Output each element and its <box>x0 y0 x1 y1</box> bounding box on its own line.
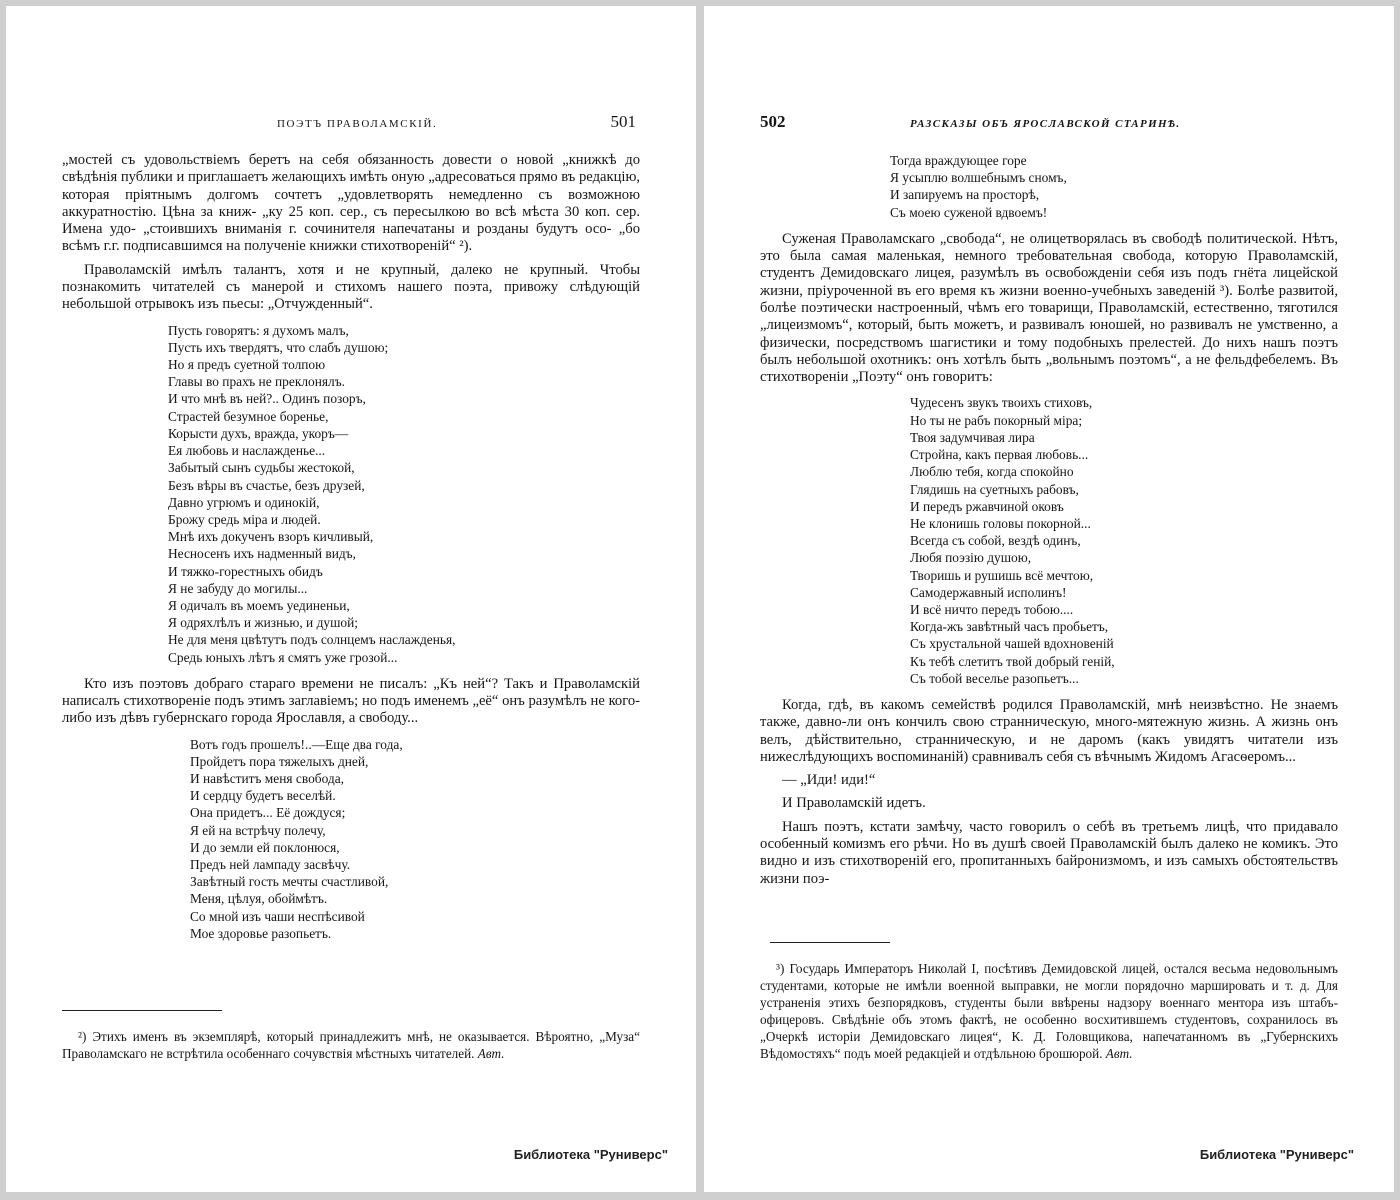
left-page <box>6 6 696 1192</box>
library-watermark: Библиотека "Руниверс" <box>1199 1147 1354 1162</box>
verse-line: Я усыплю волшебнымъ сномъ, <box>890 170 1067 186</box>
verse-line: Несносенъ ихъ надменный видъ, <box>168 546 356 562</box>
footnote-text: ³) Государь Императоръ Николай I, посѣтивъ Демидовской лицей, остался весьма недовольнымъ студентами, которые не имѣли военной выправки, не могли порядочно маршировать и т. д. Для устраненія этихъ безпорядковъ, студенты были ввѣрены надзору военнаго ментора изъ штабъ-офицеровъ. Свѣдѣніе объ этомъ фактѣ, не особенно восхитившемъ студентовъ, сохранилось въ „Очеркѣ исторіи Демидовскаго лицея“, К. Д. Головщикова, напечатанномъ въ „Губернскихъ Вѣдомостяхъ“ подъ моей редакціей и отдѣльною брошюрой. <box>760 961 1338 1061</box>
page-body <box>62 152 640 952</box>
paragraph: — „Иди! иди!“ <box>782 772 876 789</box>
poem-poetu <box>760 394 1338 686</box>
verse-line: Со мной изъ чаши неспѣсивой <box>190 908 365 924</box>
verse-line: Тогда враждующее горе <box>890 153 1027 168</box>
verse-line: Средь юныхъ лѣтъ я смятъ уже грозой... <box>168 649 398 665</box>
library-watermark: Библиотека "Руниверс" <box>513 1147 668 1162</box>
verse-line: Всегда съ собой, вездѣ одинъ, <box>910 533 1081 549</box>
verse-line: Забытый сынъ судьбы жестокой, <box>168 460 355 476</box>
verse-line: Я одряхлѣлъ и жизнью, и душой; <box>168 615 358 631</box>
verse-line: Къ тебѣ слетитъ твой добрый геній, <box>910 653 1115 669</box>
paragraph: Когда, гдѣ, въ какомъ семействѣ родился Праволамскій, мнѣ неизвѣстно. Не знаемъ также, давно-ли онъ кончилъ свою странническую, много-мятежную жизнь. А жизнь онъ велъ, дѣйствительно, странническую, и не даромъ (какъ увидятъ читатели изъ нижеслѣдующихъ воспоминаній) сравнивалъ себя съ вѣчнымъ Жидомъ Агасѳеромъ... <box>760 696 1338 765</box>
verse-line: Глядишь на суетныхъ рабовъ, <box>910 481 1079 497</box>
page-number: 501 <box>610 112 636 131</box>
verse-line: Ея любовь и наслажденье... <box>168 443 326 459</box>
verse-line: И тяжко-горестныхъ обидъ <box>168 563 323 579</box>
verse-line: Главы во прахъ не преклонялъ. <box>168 374 345 390</box>
quote-paragraph: „мостей съ удовольствіемъ беретъ на себя обязанность довести о новой „книжкѣ до свѣдѣнія публики и приглашаетъ желающихъ имѣть оную „адресоваться прямо въ редакцію, которая пріятнымъ долгомъ сочтетъ „удовлетворять немедленно съ возможною аккуратностію. Цѣна за книж- „ку 25 коп. сер., съ пересылкою во всѣ мѣста 30 коп. сер. Имена удо- „стоившихъ вниманія г. сочинителя напечатаны и розданы будутъ осо- „бо всѣмъ г.г. подписавшимся на полученіе книжки стихотвореній“ ²). <box>62 152 640 255</box>
verse-line: Меня, цѣлуя, обоймѣтъ. <box>190 891 328 907</box>
page-number: 502 <box>760 112 786 131</box>
page-header <box>62 112 640 136</box>
paragraph: И Праволамскій идетъ. <box>782 795 926 812</box>
verse-line: И до земли ей поклонюся, <box>190 839 340 855</box>
paragraph: Праволамскій имѣлъ талантъ, хотя и не крупный, далеко не крупный. Чтобы познакомить читателей съ манерой и стихомъ нашего поэта, привожу слѣдующій небольшой отрывокъ изъ пьесы: „Отчужденный“. <box>62 261 640 313</box>
verse-line: Мнѣ ихъ докученъ взоръ кичливый, <box>168 529 374 545</box>
verse-line: И всё ничто передъ тобою.... <box>910 601 1074 617</box>
verse-line: Любя поэзію душою, <box>910 550 1032 566</box>
paragraph: Суженая Праволамскаго „свобода“, не олицетворялась въ свободѣ политической. Нѣтъ, это была самая маленькая, немного требовательная свобода, которую Праволамскій, студентъ Демидовскаго лицея, разумѣлъ въ освобожденіи себя изъ подъ гнёта лицейской жизни, пріуроченной въ его время къ жизни военно-учебныхъ заведеній ³). Болѣе развитой, болѣе поэтически настроенный, чѣмъ его товарищи, Праволамскій, естественно, тяготился „лицеизмомъ“, который, быть можетъ, и развивалъ юношей, но развивалъ не умственно, а физически, посредствомъ шагистики и тому подобныхъ прелестей. До нихъ нашъ поэтъ былъ небольшой охотникъ: онъ хотѣлъ быть „вольнымъ поэтомъ“, а не фельдфебелемъ. Въ стихотвореніи „Поэту“ онъ говоритъ: <box>760 230 1338 386</box>
page-body <box>760 152 1338 894</box>
poem-otchuzhdenny <box>62 322 640 666</box>
verse-line: И что мнѣ въ ней?.. Одинъ позоръ, <box>168 391 366 407</box>
verse-line: Но ты не рабъ покорный міра; <box>910 412 1083 428</box>
verse-line: Пройдетъ пора тяжелыхъ дней, <box>190 753 369 769</box>
verse-line: Люблю тебя, когда спокойно <box>910 464 1074 480</box>
verse-line: Я ей на встрѣчу полечу, <box>190 822 326 838</box>
running-head: РАЗСКАЗЫ ОБЪ ЯРОСЛАВСКОЙ СТАРИНѢ. <box>910 118 1181 130</box>
verse-line: Я не забуду до могилы... <box>168 580 308 596</box>
verse-line: И запируемъ на просторѣ, <box>890 187 1040 203</box>
verse-line: И сердцу будетъ веселѣй. <box>190 788 336 804</box>
verse-line: Завѣтный гость мечты счастливой, <box>190 874 389 890</box>
verse-line: Страстей безумное боренье, <box>168 408 329 424</box>
verse-line: Предъ ней лампаду засвѣчу. <box>190 857 351 873</box>
paragraph: Нашъ поэтъ, кстати замѣчу, часто говорилъ о себѣ въ третьемъ лицѣ, что придавало особенный комизмъ его рѣчи. Но въ душѣ своей Праволамскій былъ далеко не комикъ. Это видно и изъ стихотвореній его, пропитанныхъ байронизмомъ, и изъ самыхъ обстоятельствъ жизни поэ- <box>760 818 1338 887</box>
verse-line: Творишь и рушишь всё мечтою, <box>910 567 1094 583</box>
verse-line: Самодержавный исполинъ! <box>910 584 1067 600</box>
verse-line: Чудесенъ звукъ твоихъ стиховъ, <box>910 395 1093 411</box>
verse-line: Вотъ годъ прошелъ!..—Еще два года, <box>190 736 403 752</box>
footnote-text: ²) Этихъ именъ въ экземплярѣ, который принадлежитъ мнѣ, не оказывается. Вѣроятно, „Муза“ Праволамскаго не встрѣтила особеннаго сочувствія мѣстныхъ читателей. <box>62 1029 640 1061</box>
verse-line: Пусть ихъ твердятъ, что слабъ душою; <box>168 339 389 355</box>
page-header <box>760 112 1338 136</box>
verse-line: Съ моею суженой вдвоемъ! <box>890 204 1048 220</box>
footnote <box>62 1028 640 1062</box>
footnote-divider <box>62 1010 222 1011</box>
right-page <box>704 6 1394 1192</box>
footnote-signature: Авт. <box>477 1046 505 1061</box>
verse-line: И передъ ржавчиной оковъ <box>910 498 1064 514</box>
verse-line: Когда-жъ завѣтный часъ пробьетъ, <box>910 619 1109 635</box>
verse-line: Съ тобой веселье разопьетъ... <box>910 670 1079 686</box>
footnote-divider <box>770 942 890 943</box>
verse-line: Давно угрюмъ и одинокій, <box>168 494 320 510</box>
verse-line: Безъ вѣры въ счастье, безъ друзей, <box>168 477 365 493</box>
footnote <box>760 960 1338 1062</box>
verse-line: Корысти духъ, вражда, укоръ— <box>168 425 349 441</box>
paragraph: Кто изъ поэтовъ добраго стараго времени не писалъ: „Къ ней“? Такъ и Праволамскій написалъ стихотвореніе подъ этимъ заглавіемъ; но подъ именемъ „её“ онъ разумѣлъ не кого-либо изъ дѣвъ губернскаго города Ярославля, а свободу... <box>62 675 640 727</box>
verse-line: Мое здоровье разопьетъ. <box>190 925 332 941</box>
footnote-signature: Авт. <box>1105 1046 1133 1061</box>
verse-line: Не для меня цвѣтутъ подъ солнцемъ наслажденья, <box>168 632 456 648</box>
running-head: ПОЭТЪ ПРАВОЛАМСКІЙ. <box>277 118 438 130</box>
verse-line: Я одичалъ въ моемъ уединеньи, <box>168 597 350 613</box>
verse-line: Стройна, какъ первая любовь... <box>910 447 1089 463</box>
poem-continuation <box>760 152 1338 221</box>
verse-line: Брожу средь міра и людей. <box>168 511 321 527</box>
verse-line: Она придетъ... Её дождуся; <box>190 805 346 821</box>
verse-line: Но я предъ суетной толпою <box>168 357 326 373</box>
poem-k-ney <box>62 736 640 942</box>
verse-line: Твоя задумчивая лира <box>910 429 1035 445</box>
verse-line: И навѣститъ меня свобода, <box>190 771 344 787</box>
verse-line: Пусть говорятъ: я духомъ малъ, <box>168 322 349 338</box>
verse-line: Не клонишь головы покорной... <box>910 515 1091 531</box>
verse-line: Съ хрустальной чашей вдохновеній <box>910 636 1114 652</box>
